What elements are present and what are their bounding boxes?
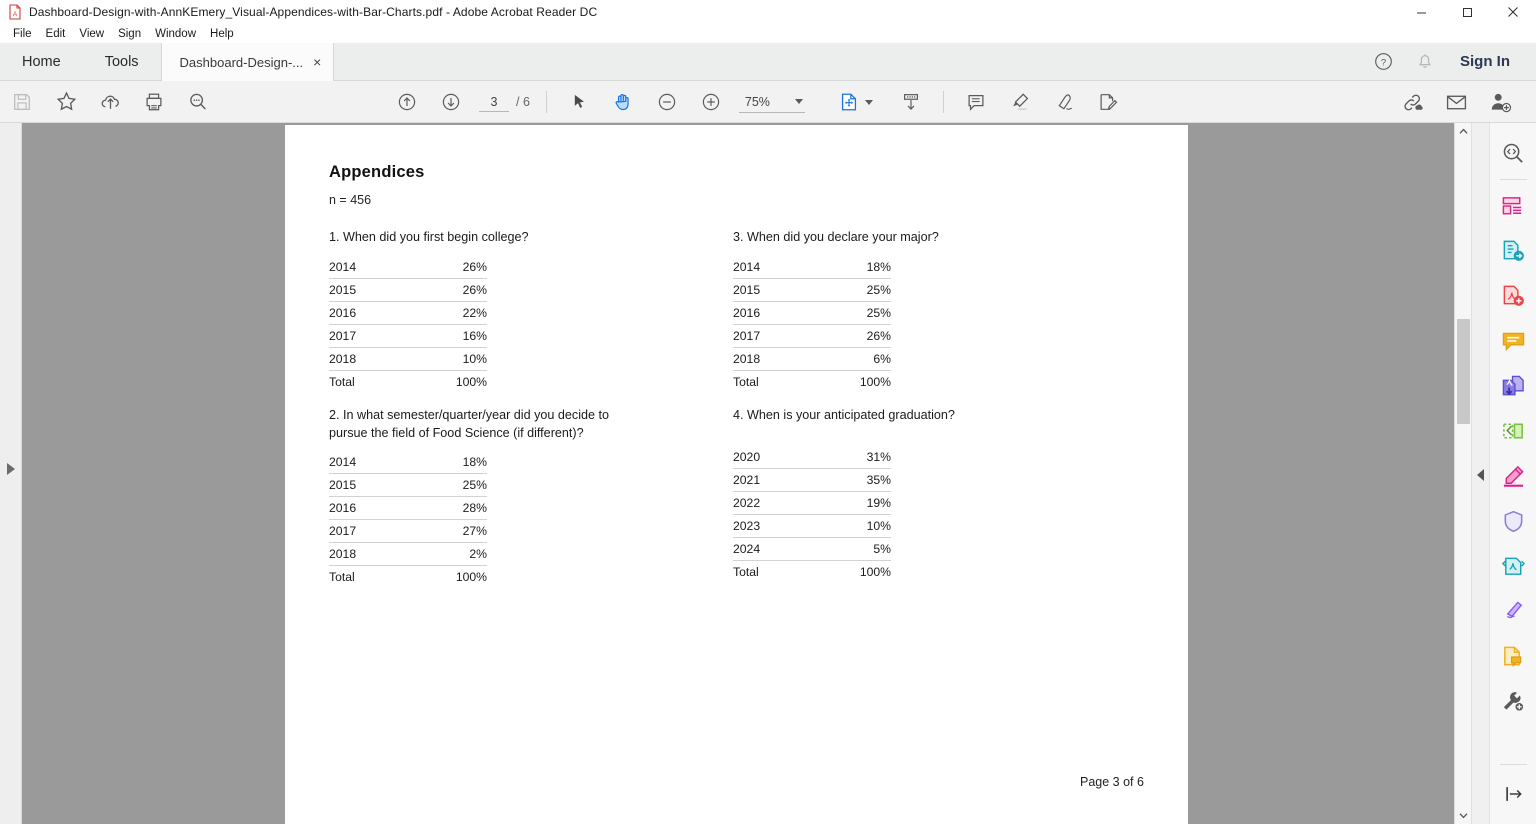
table-row xyxy=(733,278,891,301)
row-value: 10% xyxy=(403,347,487,370)
left-navigation-rail xyxy=(0,123,22,824)
sign-in-button[interactable]: Sign In xyxy=(1460,53,1510,70)
table-row xyxy=(329,324,487,347)
tab-document-label: Dashboard-Design-... xyxy=(179,54,304,70)
save-file-icon[interactable] xyxy=(0,81,44,123)
compress-pdf-icon[interactable] xyxy=(1490,409,1536,454)
row-value: 25% xyxy=(403,474,487,497)
search-pdf-icon[interactable] xyxy=(1490,131,1536,176)
row-label: 2015 xyxy=(329,474,403,497)
rail-divider-bottom xyxy=(1500,764,1527,765)
redact-icon[interactable] xyxy=(1490,454,1536,499)
row-label: 2018 xyxy=(329,347,403,370)
close-button[interactable] xyxy=(1490,0,1536,24)
menu-help[interactable]: Help xyxy=(210,27,234,40)
row-label: Total xyxy=(733,374,759,389)
question-block-1 xyxy=(329,229,579,393)
row-label: 2014 xyxy=(733,256,807,279)
row-label: 2017 xyxy=(329,324,403,347)
toolbar-center-group xyxy=(385,81,1130,123)
row-label: 2022 xyxy=(733,491,807,514)
share-link-icon[interactable] xyxy=(1390,81,1434,123)
print-icon[interactable] xyxy=(132,81,176,123)
title-bar xyxy=(0,0,1536,24)
row-value: 100% xyxy=(455,570,487,584)
more-tools-icon[interactable] xyxy=(1490,679,1536,724)
row-value: 18% xyxy=(807,256,891,279)
close-icon[interactable]: × xyxy=(313,54,322,70)
question-block-3 xyxy=(733,229,983,393)
row-label: 2016 xyxy=(329,301,403,324)
optimize-pdf-icon[interactable] xyxy=(1490,544,1536,589)
row-label: 2016 xyxy=(733,301,807,324)
table-row-total xyxy=(733,370,891,393)
page-navigation xyxy=(479,92,530,112)
row-label: 2016 xyxy=(329,497,403,520)
pdf-document-icon xyxy=(7,4,23,20)
row-label: 2020 xyxy=(733,446,807,469)
question-table xyxy=(329,256,487,393)
row-label: 2018 xyxy=(329,543,403,566)
vertical-scrollbar[interactable] xyxy=(1454,123,1471,824)
row-label: 2015 xyxy=(329,278,403,301)
row-value: 28% xyxy=(403,497,487,520)
table-row xyxy=(329,256,487,279)
add-person-icon[interactable] xyxy=(1478,81,1522,123)
row-value: 35% xyxy=(807,468,891,491)
cloud-upload-icon[interactable] xyxy=(88,81,132,123)
table-row xyxy=(733,301,891,324)
fit-page-chevron-icon[interactable] xyxy=(865,100,873,105)
table-row xyxy=(329,520,487,543)
pdf-page xyxy=(285,125,1188,824)
row-value: 25% xyxy=(807,301,891,324)
zoom-in-icon[interactable] xyxy=(689,81,733,123)
menu-window[interactable]: Window xyxy=(155,27,197,40)
pen-draw-icon[interactable] xyxy=(1042,81,1086,123)
question-block-4 xyxy=(733,407,983,583)
expand-left-panel-icon[interactable] xyxy=(7,463,15,475)
scroll-mode-icon[interactable] xyxy=(889,81,933,123)
table-row-total xyxy=(329,370,487,393)
menu-file[interactable]: File xyxy=(13,27,32,40)
table-row xyxy=(733,324,891,347)
scroll-down-arrow-icon[interactable] xyxy=(1455,807,1472,824)
row-label: 2015 xyxy=(733,278,807,301)
tab-document[interactable] xyxy=(161,43,335,81)
tab-bar-actions xyxy=(1362,43,1536,80)
question-block-2 xyxy=(329,407,610,588)
table-row xyxy=(733,256,891,279)
row-value: 6% xyxy=(807,347,891,370)
row-label: 2014 xyxy=(329,451,403,474)
menu-edit[interactable]: Edit xyxy=(45,27,66,40)
row-value: 16% xyxy=(403,324,487,347)
table-row-total xyxy=(733,560,891,583)
row-value: 18% xyxy=(403,451,487,474)
bell-icon[interactable] xyxy=(1404,43,1446,81)
row-value: 10% xyxy=(807,514,891,537)
page-footer-label: Page 3 of 6 xyxy=(1080,775,1144,789)
table-row xyxy=(329,278,487,301)
table-row xyxy=(329,301,487,324)
menu-bar xyxy=(0,24,1536,43)
question-title: 1. When did you first begin college? xyxy=(329,230,529,244)
question-title: 2. In what semester/quarter/year did you decide to pursue the field of Food Science (if different)? xyxy=(329,408,610,440)
row-value: 31% xyxy=(807,446,891,469)
svg-text:?: ? xyxy=(1380,57,1386,69)
email-icon[interactable] xyxy=(1434,81,1478,123)
window-title: Dashboard-Design-with-AnnKEmery_Visual-Appendices-with-Bar-Charts.pdf - Adobe Acrobat Reader DC xyxy=(29,5,598,19)
document-area xyxy=(0,123,1536,824)
tab-bar xyxy=(0,43,1536,81)
combine-files-icon[interactable] xyxy=(1490,364,1536,409)
organize-pages-icon[interactable] xyxy=(1490,184,1536,229)
row-value: 100% xyxy=(859,564,891,579)
rail-divider xyxy=(1500,179,1527,180)
table-row xyxy=(733,347,891,370)
minimize-button[interactable] xyxy=(1398,0,1444,24)
menu-view[interactable]: View xyxy=(79,27,105,40)
fill-and-sign-icon[interactable] xyxy=(1490,589,1536,634)
help-circle-icon[interactable] xyxy=(1362,43,1404,81)
row-label: 2017 xyxy=(733,324,807,347)
row-value: 26% xyxy=(807,324,891,347)
page-number-input[interactable] xyxy=(479,92,509,112)
row-value: 27% xyxy=(403,520,487,543)
sample-size-label: n = 456 xyxy=(329,193,372,207)
toolbar-divider-2 xyxy=(943,91,944,113)
scroll-up-arrow-icon[interactable] xyxy=(1455,123,1472,140)
row-label: 2018 xyxy=(733,347,807,370)
row-label: Total xyxy=(733,564,759,579)
right-panel-collapse-strip[interactable] xyxy=(1471,123,1489,824)
row-label: Total xyxy=(329,570,355,584)
table-row xyxy=(733,491,891,514)
row-value: 26% xyxy=(403,256,487,279)
maximize-button[interactable] xyxy=(1444,0,1490,24)
star-icon[interactable] xyxy=(44,81,88,123)
row-value: 100% xyxy=(455,374,487,389)
table-row xyxy=(329,543,487,566)
cursor-arrow-icon[interactable] xyxy=(557,81,601,123)
table-row xyxy=(733,468,891,491)
row-value: 19% xyxy=(807,491,891,514)
table-row xyxy=(733,446,891,469)
window-controls xyxy=(1398,0,1536,24)
export-pdf-icon[interactable] xyxy=(1490,229,1536,274)
menu-sign[interactable]: Sign xyxy=(118,27,142,40)
row-label: Total xyxy=(329,374,355,389)
zoom-level-selector[interactable] xyxy=(739,91,805,113)
zoom-out-icon[interactable] xyxy=(645,81,689,123)
comment-tool-icon[interactable] xyxy=(1490,319,1536,364)
table-row xyxy=(329,451,487,474)
row-value: 2% xyxy=(403,543,487,566)
create-pdf-icon[interactable] xyxy=(1490,274,1536,319)
table-row xyxy=(329,474,487,497)
toolbar-divider xyxy=(546,91,547,113)
row-value: 26% xyxy=(403,278,487,301)
table-row xyxy=(733,514,891,537)
table-row xyxy=(329,347,487,370)
right-tools-rail xyxy=(1489,123,1536,824)
pdf-viewport[interactable] xyxy=(22,123,1454,824)
row-value: 100% xyxy=(859,374,891,389)
table-row xyxy=(329,497,487,520)
rail-bottom-group xyxy=(1490,761,1536,816)
question-title: 4. When is your anticipated graduation? xyxy=(733,408,955,422)
stamp-icon[interactable] xyxy=(1490,634,1536,679)
scrollbar-thumb[interactable] xyxy=(1457,319,1470,424)
row-value: 22% xyxy=(403,301,487,324)
collapse-panel-icon[interactable] xyxy=(1490,771,1536,816)
row-label: 2021 xyxy=(733,468,807,491)
question-table xyxy=(733,434,891,583)
comment-icon[interactable] xyxy=(954,81,998,123)
row-value: 25% xyxy=(807,278,891,301)
row-label: 2024 xyxy=(733,537,807,560)
arrow-down-circle-icon[interactable] xyxy=(429,81,473,123)
table-row xyxy=(733,537,891,560)
arrow-up-circle-icon[interactable] xyxy=(385,81,429,123)
main-toolbar xyxy=(0,81,1536,123)
row-label: 2023 xyxy=(733,514,807,537)
svg-text:A: A xyxy=(12,11,18,18)
tab-tools[interactable]: Tools xyxy=(104,53,139,70)
page-title: Appendices xyxy=(329,163,425,181)
collapse-right-panel-icon[interactable] xyxy=(1477,469,1484,481)
question-table xyxy=(733,256,891,393)
protect-icon[interactable] xyxy=(1490,499,1536,544)
question-table xyxy=(329,451,487,588)
tab-home[interactable]: Home xyxy=(22,53,61,70)
sign-document-icon[interactable] xyxy=(1086,81,1130,123)
row-value: 5% xyxy=(807,537,891,560)
toolbar-right-group xyxy=(1390,81,1536,123)
row-label: 2017 xyxy=(329,520,403,543)
zoom-level-value: 75% xyxy=(744,94,770,109)
question-title: 3. When did you declare your major? xyxy=(733,230,939,244)
hand-tool-icon[interactable] xyxy=(601,81,645,123)
table-spacer xyxy=(733,434,891,446)
highlighter-icon[interactable] xyxy=(998,81,1042,123)
page-total-label: / 6 xyxy=(516,95,530,109)
row-label: 2014 xyxy=(329,256,403,279)
table-row-total xyxy=(329,566,487,589)
search-magnifier-icon[interactable] xyxy=(176,81,220,123)
chevron-down-icon xyxy=(795,99,803,104)
